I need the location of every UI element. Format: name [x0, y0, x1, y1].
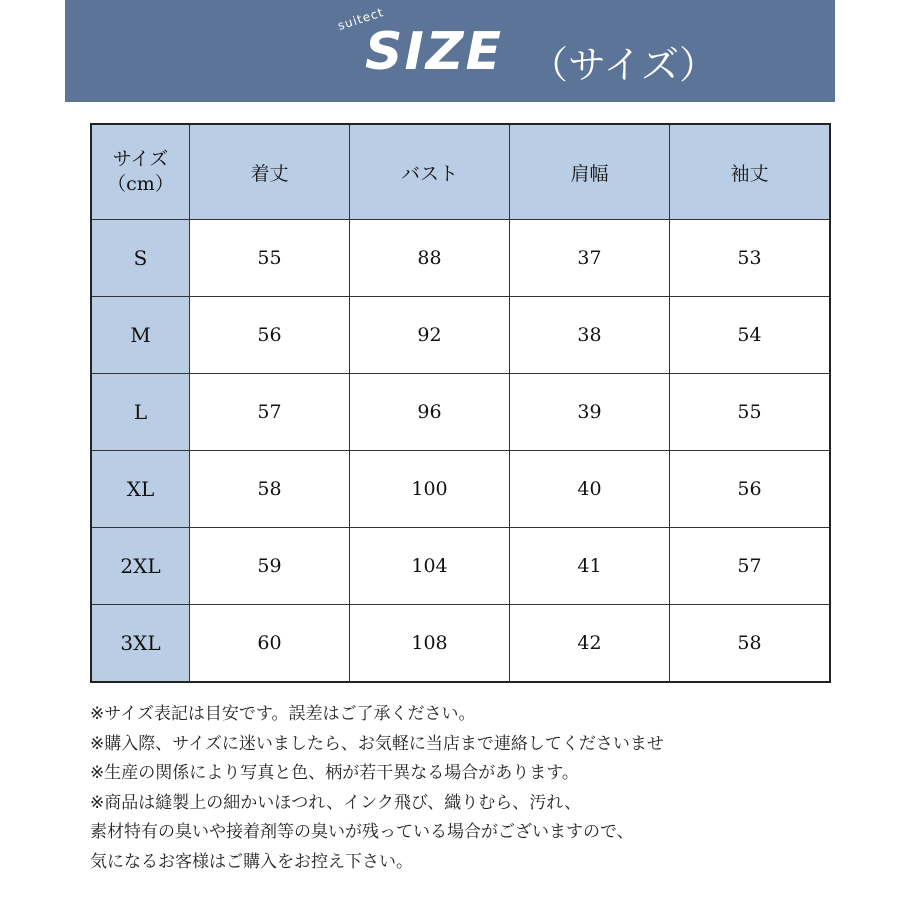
banner-subtitle: （サイズ） [530, 43, 717, 87]
table-row [91, 297, 830, 374]
measurement-cell: 58 [190, 451, 350, 528]
size-table [90, 123, 831, 683]
measurement-cell: 41 [510, 528, 670, 605]
note-line: ※商品は縫製上の細かいほつれ、インク飛び、織りむら、汚れ、 [90, 792, 582, 813]
measurement-cell: 38 [510, 297, 670, 374]
measurement-cell: 104 [350, 528, 510, 605]
note-line: ※サイズ表記は目安です。誤差はご了承ください。 [90, 704, 476, 724]
table-row [91, 451, 830, 528]
note-line: ※購入際、サイズに迷いましたら、お気軽に当店まで連絡してくださいませ [90, 733, 664, 754]
note-line: ※生産の関係により写真と色、柄が若干異なる場合があります。 [90, 763, 579, 783]
size-label: 2XL [91, 528, 190, 605]
brand-logo-text: suitect [336, 4, 386, 34]
notes [90, 700, 664, 877]
measurement-cell: 92 [350, 297, 510, 374]
size-label: 3XL [91, 605, 190, 683]
measurement-cell: 55 [190, 220, 350, 297]
size-label: XL [91, 451, 190, 528]
size-banner [65, 0, 835, 102]
measurement-cell: 96 [350, 374, 510, 451]
table-row [91, 605, 830, 683]
banner-title: SIZE [365, 22, 504, 82]
table-row [91, 374, 830, 451]
column-header: バスト [350, 124, 510, 220]
size-label: M [91, 297, 190, 374]
measurement-cell: 57 [670, 528, 831, 605]
size-unit-header-label: サイズ（cm） [107, 148, 174, 195]
measurement-cell: 108 [350, 605, 510, 683]
measurement-cell: 39 [510, 374, 670, 451]
measurement-cell: 58 [670, 605, 831, 683]
column-header: 肩幅 [510, 124, 670, 220]
measurement-cell: 55 [670, 374, 831, 451]
note-line: 気になるお客様はご購入をお控え下さい。 [90, 851, 413, 872]
size-label: S [91, 220, 190, 297]
measurement-cell: 54 [670, 297, 831, 374]
measurement-cell: 53 [670, 220, 831, 297]
measurement-cell: 40 [510, 451, 670, 528]
measurement-cell: 56 [670, 451, 831, 528]
table-row [91, 528, 830, 605]
table-header-row [91, 124, 830, 220]
measurement-cell: 100 [350, 451, 510, 528]
column-header: 着丈 [190, 124, 350, 220]
measurement-cell: 42 [510, 605, 670, 683]
column-header: 袖丈 [670, 124, 831, 220]
column-header [91, 124, 190, 220]
measurement-cell: 59 [190, 528, 350, 605]
measurement-cell: 56 [190, 297, 350, 374]
measurement-cell: 37 [510, 220, 670, 297]
note-line: 素材特有の臭いや接着剤等の臭いが残っている場合がございますので、 [90, 822, 634, 842]
measurement-cell: 88 [350, 220, 510, 297]
measurement-cell: 57 [190, 374, 350, 451]
size-label: L [91, 374, 190, 451]
measurement-cell: 60 [190, 605, 350, 683]
table-row [91, 220, 830, 297]
